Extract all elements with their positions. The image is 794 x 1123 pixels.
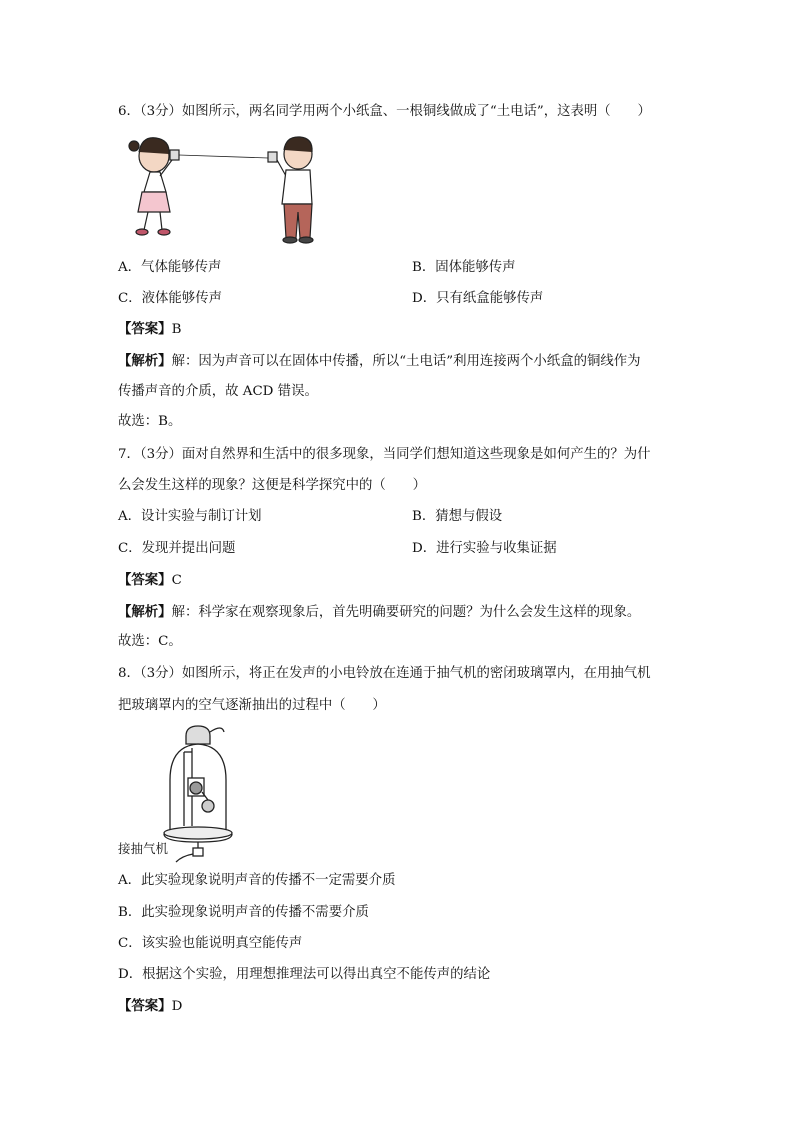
q8-answer <box>118 997 182 1016</box>
answer-label: 【答案】 <box>118 572 172 588</box>
answer-value: B <box>171 322 182 337</box>
answer-value: C <box>171 573 182 588</box>
q6-analysis-line2: 传播声音的介质，故 ACD 错误。 <box>118 384 318 399</box>
q6-option-d: D．只有纸盒能够传声 <box>412 291 544 306</box>
q8-figure-label: 接抽气机 <box>118 842 169 856</box>
q7-option-d: D．进行实验与收集证据 <box>412 541 557 556</box>
q6-option-b: B．固体能够传声 <box>412 260 516 275</box>
q6-stem: 6．（3分）如图所示，两名同学用两个小纸盒、一根铜线做成了“土电话”，这表明（ ） <box>118 104 651 119</box>
q6-choice: 故选：B。 <box>118 414 182 429</box>
bell-jar-apparatus-illustration <box>162 722 252 867</box>
answer-value: D <box>171 999 183 1014</box>
q8-stem-line1: 8．（3分）如图所示，将正在发声的小电铃放在连通于抽气机的密闭玻璃罩内，在用抽气机 <box>118 666 651 681</box>
analysis-label: 【解析】 <box>118 353 172 369</box>
q7-choice: 故选：C。 <box>118 634 182 649</box>
answer-label: 【答案】 <box>118 321 172 337</box>
q7-option-b: B．猜想与假设 <box>412 509 503 524</box>
q7-stem-line1: 7．（3分）面对自然界和生活中的很多现象，当同学们想知道这些现象是如何产生的？为什 <box>118 447 651 462</box>
analysis-label: 【解析】 <box>118 604 172 620</box>
q8-option-a: A．此实验现象说明声音的传播不一定需要介质 <box>118 873 396 888</box>
q8-option-d: D．根据这个实验，用理想推理法可以得出真空不能传声的结论 <box>118 967 491 982</box>
q8-option-c: C．该实验也能说明真空能传声 <box>118 936 303 951</box>
analysis-text: 解：因为声音可以在固体中传播，所以“土电话”利用连接两个小纸盒的铜线作为 <box>171 354 641 369</box>
q8-stem-line2: 把玻璃罩内的空气逐渐抽出的过程中（ ） <box>118 698 386 713</box>
tin-can-phone-illustration <box>122 130 334 245</box>
analysis-text: 解：科学家在观察现象后，首先明确要研究的问题？为什么会发生这样的现象。 <box>171 605 641 620</box>
q6-analysis-line1 <box>118 352 641 371</box>
q6-option-a: A．气体能够传声 <box>118 260 222 275</box>
q7-analysis-line1 <box>118 603 640 622</box>
q6-answer <box>118 320 181 339</box>
q7-option-a: A．设计实验与制订计划 <box>118 509 262 524</box>
answer-label: 【答案】 <box>118 998 172 1014</box>
q8-option-b: B．此实验现象说明声音的传播不需要介质 <box>118 905 369 920</box>
q6-option-c: C．液体能够传声 <box>118 291 222 306</box>
q7-stem-line2: 么会发生这样的现象？这便是科学探究中的（ ） <box>118 478 426 493</box>
q7-option-c: C．发现并提出问题 <box>118 541 236 556</box>
q7-answer <box>118 571 182 590</box>
